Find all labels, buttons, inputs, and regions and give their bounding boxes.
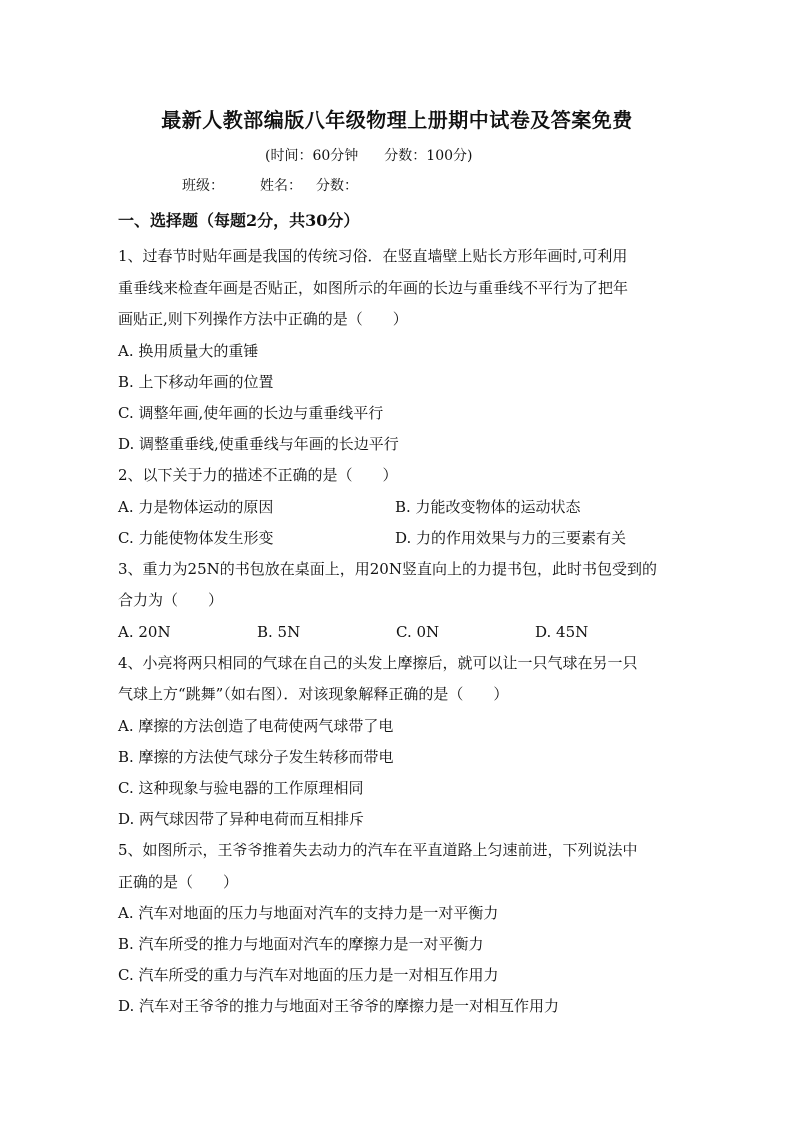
q4-option-b: B. 摩擦的方法使气球分子发生转移而带电 — [118, 748, 394, 766]
q5-option-b: B. 汽车所受的推力与地面对汽车的摩擦力是一对平衡力 — [118, 935, 484, 953]
q1-option-d: D. 调整重垂线,使重垂线与年画的长边平行 — [118, 435, 399, 453]
exam-time: (时间：60分钟 — [265, 148, 359, 164]
q2-options-row-1 — [118, 497, 688, 517]
q4-line-1: 4、小亮将两只相同的气球在自己的头发上摩擦后，就可以让一只气球在另一只 — [118, 654, 638, 672]
q4-option-a: A. 摩擦的方法创造了电荷使两气球带了电 — [118, 717, 394, 735]
q5-line-2: 正确的是（ ） — [118, 873, 239, 891]
q1-line-3: 画贴正,则下列操作方法中正确的是（ ） — [118, 310, 408, 328]
q2-line-1: 2、以下关于力的描述不正确的是（ ） — [118, 466, 398, 484]
q3-option-a: A. 20N — [118, 623, 171, 641]
exam-total-score: 分数：100分) — [384, 148, 473, 164]
q4-option-d: D. 两气球因带了异种电荷而互相排斥 — [118, 810, 365, 828]
section-heading: 一、选择题（每题2分，共30分） — [118, 211, 360, 230]
student-info-line — [182, 175, 358, 195]
q4-option-c: C. 这种现象与验电器的工作原理相同 — [118, 779, 364, 797]
q5-option-a: A. 汽车对地面的压力与地面对汽车的支持力是一对平衡力 — [118, 904, 499, 922]
class-label: 班级： — [182, 178, 224, 194]
q2-option-d: D. 力的作用效果与力的三要素有关 — [395, 529, 627, 547]
q3-option-b: B. 5N — [257, 623, 301, 641]
q3-option-c: C. 0N — [396, 623, 440, 641]
q2-option-b: B. 力能改变物体的运动状态 — [395, 498, 581, 516]
q5-option-d: D. 汽车对王爷爷的推力与地面对王爷爷的摩擦力是一对相互作用力 — [118, 997, 560, 1015]
exam-meta — [265, 145, 472, 165]
q2-options-row-2 — [118, 528, 688, 548]
q5-line-1: 5、如图所示，王爷爷推着失去动力的汽车在平直道路上匀速前进，下列说法中 — [118, 841, 638, 859]
page-title: 最新人教部编版八年级物理上册期中试卷及答案免费 — [161, 108, 633, 132]
q3-option-d: D. 45N — [535, 623, 589, 641]
q1-line-2: 重垂线来检查年画是否贴正，如图所示的年画的长边与重垂线不平行为了把年 — [118, 279, 629, 297]
q2-option-a: A. 力是物体运动的原因 — [118, 498, 274, 516]
q1-option-a: A. 换用质量大的重锤 — [118, 342, 259, 360]
q1-option-c: C. 调整年画,使年画的长边与重垂线平行 — [118, 404, 384, 422]
name-label: 姓名： — [260, 178, 302, 194]
q5-option-c: C. 汽车所受的重力与汽车对地面的压力是一对相互作用力 — [118, 966, 499, 984]
q1-option-b: B. 上下移动年画的位置 — [118, 373, 274, 391]
q3-line-2: 合力为（ ） — [118, 591, 224, 609]
q2-option-c: C. 力能使物体发生形变 — [118, 529, 274, 547]
q1-line-1: 1、过春节时贴年画是我国的传统习俗．在竖直墙壁上贴长方形年画时,可利用 — [118, 247, 628, 265]
q3-options-row — [118, 622, 688, 642]
q4-line-2: 气球上方“跳舞”（如右图）．对该现象解释正确的是（ ） — [118, 685, 509, 703]
q3-line-1: 3、重力为25N的书包放在桌面上，用20N竖直向上的力提书包，此时书包受到的 — [118, 560, 657, 578]
score-label: 分数： — [316, 178, 358, 194]
